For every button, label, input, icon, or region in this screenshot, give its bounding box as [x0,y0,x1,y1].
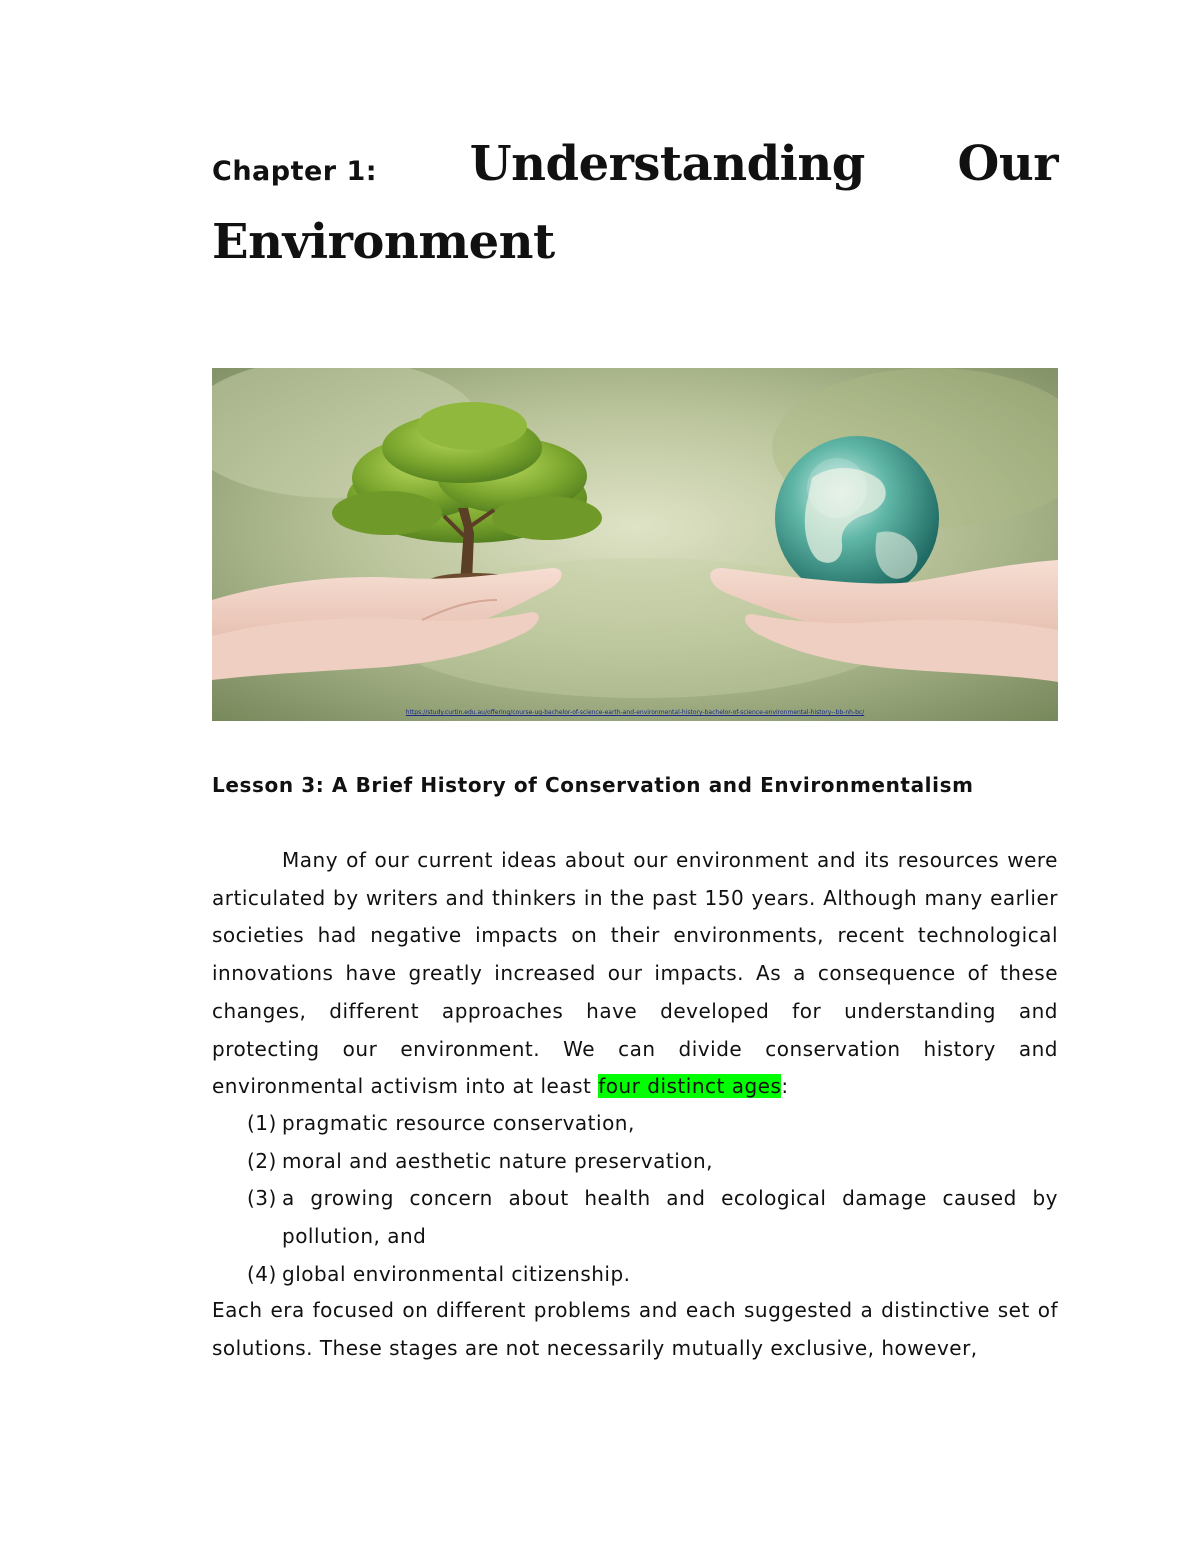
ages-list [212,1105,1058,1294]
list-item [212,1256,1058,1294]
list-item-number: (3) [247,1186,277,1211]
list-item [212,1180,1058,1255]
chapter-heading [212,136,1058,192]
list-item-text: a growing concern about health and ecological damage caused by pollution, and [282,1186,1058,1249]
highlighted-phrase: four distinct ages [598,1074,782,1099]
list-item-number: (4) [247,1261,277,1286]
list-item-text: moral and aesthetic nature preservation, [282,1148,714,1173]
chapter-label: Chapter 1: [212,156,378,187]
chapter-title-word-1: Understanding [469,136,865,192]
paragraph-1-colon: : [781,1074,789,1099]
body-paragraph-1 [212,842,1058,1106]
lesson-heading: Lesson 3: A Brief History of Conservation and Environmentalism [212,773,974,797]
list-item-text: global environmental citizenship. [282,1261,631,1286]
illustration [212,368,1058,721]
list-item [212,1143,1058,1181]
list-item-number: (2) [247,1148,277,1173]
hands-tree-globe-image [212,368,1058,721]
list-item [212,1105,1058,1143]
list-item-text: pragmatic resource conservation, [282,1111,635,1135]
body-paragraph-2: Each era focused on different problems and each suggested a distinctive set of solutions. These stages are not necessarily mutually exclusive, however, [212,1298,1058,1360]
paragraph-1-text: Many of our current ideas about our environment and its resources were articulated by writers and thinkers in the past 150 years. Although many earlier societies had negative impacts on their environments, recent technological innovations have greatly increased our impacts. As a consequence of these changes, different approaches have developed for understanding and protecting our environment. We can divide conservation history and environmental activism into at least [212,848,1058,1099]
chapter-title-word-2: Our [957,136,1058,192]
image-source-link[interactable]: https://study.curtin.edu.au/offering/course-ug-bachelor-of-science-earth-and-environmental-history-bachelor-of-science-environmental-history--bb-nh-bc/ [405,709,865,716]
list-item-number: (1) [247,1111,277,1135]
chapter-title-line-2: Environment [212,214,555,270]
globe [775,436,939,600]
